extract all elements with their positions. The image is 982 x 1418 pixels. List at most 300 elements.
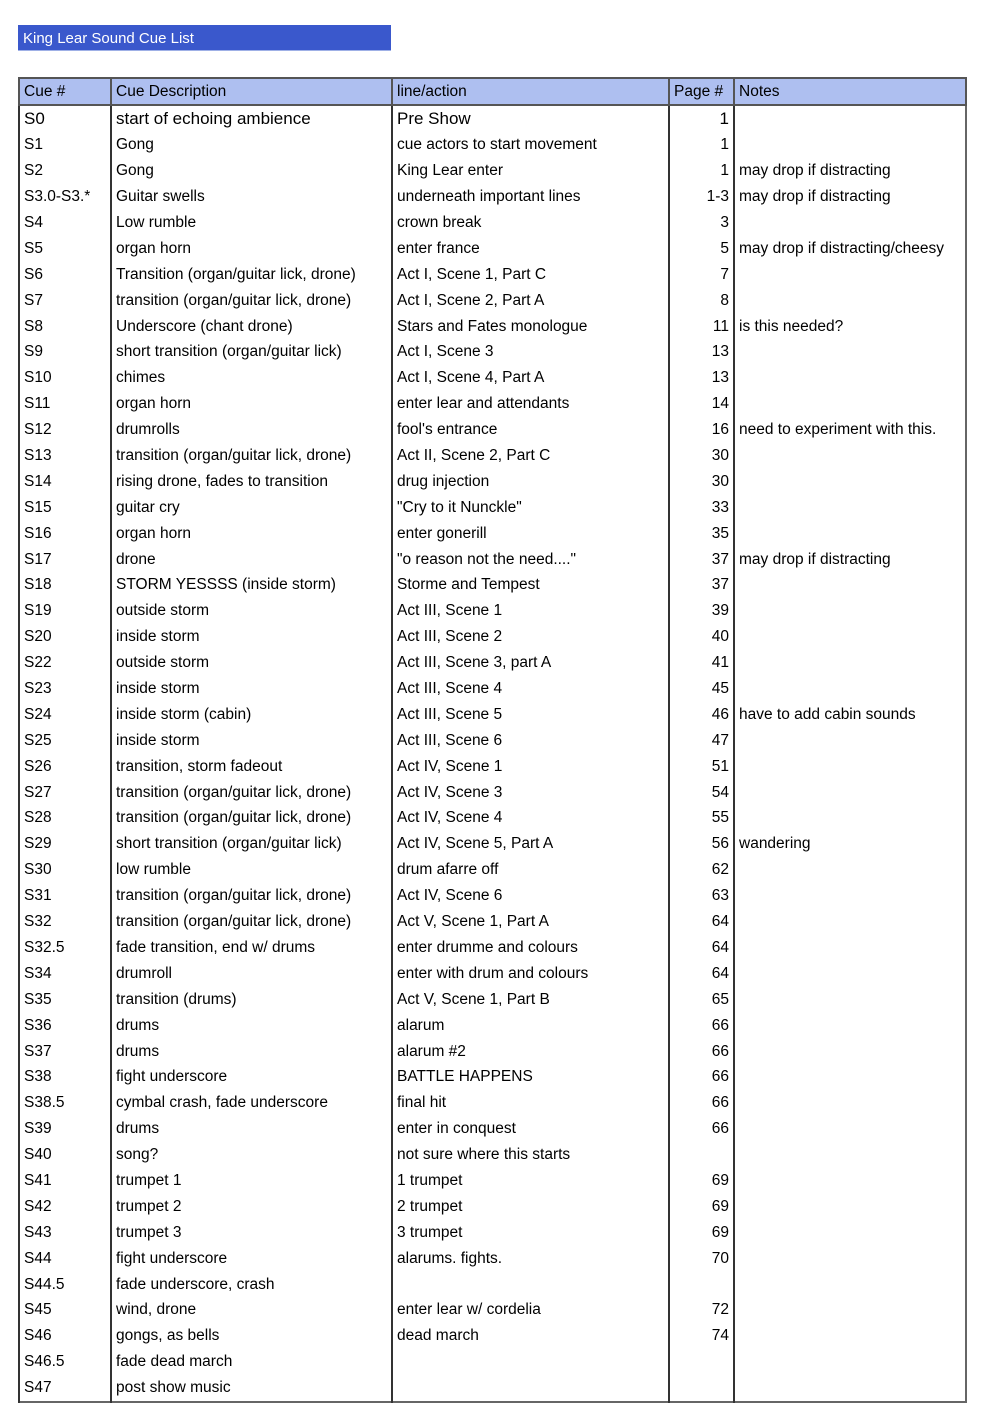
cell-cue[interactable]: S29 xyxy=(19,831,111,857)
cell-cue[interactable]: S14 xyxy=(19,468,111,494)
table-row xyxy=(19,210,966,236)
cell-cue[interactable]: S38.5 xyxy=(19,1090,111,1116)
cell-description[interactable]: transition (drums) xyxy=(111,986,392,1012)
cell-description[interactable]: inside storm xyxy=(111,727,392,753)
cell-cue[interactable]: S47 xyxy=(19,1375,111,1402)
header-page[interactable]: Page # xyxy=(669,78,734,105)
cell-line-action[interactable]: enter lear and attendants xyxy=(392,391,669,417)
cue-table xyxy=(18,77,967,1403)
cell-notes[interactable] xyxy=(734,1297,966,1323)
cell-line-action[interactable]: Act IV, Scene 4 xyxy=(392,805,669,831)
cell-line-action[interactable]: enter drumme and colours xyxy=(392,935,669,961)
cell-line-action[interactable]: alarum xyxy=(392,1012,669,1038)
cell-line-action[interactable]: Act III, Scene 4 xyxy=(392,676,669,702)
cell-line-action[interactable]: fool's entrance xyxy=(392,417,669,443)
cell-line-action[interactable]: Act I, Scene 2, Part A xyxy=(392,287,669,313)
cell-notes[interactable] xyxy=(734,1142,966,1168)
cell-description[interactable]: drums xyxy=(111,1038,392,1064)
cell-page[interactable]: 66 xyxy=(669,1090,734,1116)
cell-cue[interactable]: S2 xyxy=(19,158,111,184)
cell-cue[interactable]: S1 xyxy=(19,132,111,158)
cell-page[interactable]: 66 xyxy=(669,1116,734,1142)
cell-cue[interactable]: S44.5 xyxy=(19,1271,111,1297)
cell-page[interactable]: 55 xyxy=(669,805,734,831)
cell-notes[interactable]: may drop if distracting xyxy=(734,184,966,210)
cell-line-action[interactable]: Act IV, Scene 6 xyxy=(392,883,669,909)
cell-page[interactable] xyxy=(669,1375,734,1402)
cell-cue[interactable]: S46 xyxy=(19,1323,111,1349)
table-row xyxy=(19,727,966,753)
cell-line-action[interactable] xyxy=(392,1349,669,1375)
cell-description[interactable]: short transition (organ/guitar lick) xyxy=(111,831,392,857)
cell-description[interactable]: wind, drone xyxy=(111,1297,392,1323)
cell-notes[interactable] xyxy=(734,883,966,909)
cell-description[interactable]: rising drone, fades to transition xyxy=(111,468,392,494)
table-row xyxy=(19,1245,966,1271)
cell-cue[interactable]: S20 xyxy=(19,624,111,650)
table-row xyxy=(19,468,966,494)
cell-description[interactable]: drumrolls xyxy=(111,417,392,443)
cell-notes[interactable] xyxy=(734,753,966,779)
cell-line-action[interactable]: enter in conquest xyxy=(392,1116,669,1142)
cell-page[interactable]: 47 xyxy=(669,727,734,753)
cell-page[interactable]: 13 xyxy=(669,339,734,365)
cell-cue[interactable]: S32 xyxy=(19,909,111,935)
cell-line-action[interactable]: BATTLE HAPPENS xyxy=(392,1064,669,1090)
cell-cue[interactable]: S15 xyxy=(19,494,111,520)
cell-line-action[interactable]: Act V, Scene 1, Part A xyxy=(392,909,669,935)
cell-description[interactable]: Underscore (chant drone) xyxy=(111,313,392,339)
cell-page[interactable]: 39 xyxy=(669,598,734,624)
cell-notes[interactable]: need to experiment with this. xyxy=(734,417,966,443)
cell-line-action[interactable]: 1 trumpet xyxy=(392,1168,669,1194)
table-row xyxy=(19,105,966,132)
cell-cue[interactable]: S28 xyxy=(19,805,111,831)
cell-cue[interactable]: S8 xyxy=(19,313,111,339)
cell-line-action[interactable]: Storme and Tempest xyxy=(392,572,669,598)
cell-line-action[interactable]: Act V, Scene 1, Part B xyxy=(392,986,669,1012)
cell-page[interactable]: 64 xyxy=(669,909,734,935)
cell-description[interactable]: inside storm xyxy=(111,676,392,702)
cell-notes[interactable]: may drop if distracting xyxy=(734,158,966,184)
cell-cue[interactable]: S41 xyxy=(19,1168,111,1194)
cell-line-action[interactable]: Act III, Scene 5 xyxy=(392,701,669,727)
cell-notes[interactable] xyxy=(734,1012,966,1038)
cell-description[interactable]: trumpet 3 xyxy=(111,1219,392,1245)
cell-description[interactable]: fight underscore xyxy=(111,1245,392,1271)
cell-description[interactable]: inside storm (cabin) xyxy=(111,701,392,727)
cell-line-action[interactable]: enter lear w/ cordelia xyxy=(392,1297,669,1323)
cell-description[interactable]: drumroll xyxy=(111,960,392,986)
cell-description[interactable]: fade underscore, crash xyxy=(111,1271,392,1297)
cell-page[interactable]: 1 xyxy=(669,132,734,158)
cell-cue[interactable]: S34 xyxy=(19,960,111,986)
cell-page[interactable]: 5 xyxy=(669,235,734,261)
cell-line-action[interactable]: Act III, Scene 6 xyxy=(392,727,669,753)
cell-description[interactable]: cymbal crash, fade underscore xyxy=(111,1090,392,1116)
cell-notes[interactable] xyxy=(734,210,966,236)
cell-page[interactable]: 69 xyxy=(669,1168,734,1194)
cell-line-action[interactable]: final hit xyxy=(392,1090,669,1116)
cell-notes[interactable] xyxy=(734,1038,966,1064)
cell-cue[interactable]: S42 xyxy=(19,1193,111,1219)
cell-line-action[interactable]: enter gonerill xyxy=(392,520,669,546)
cell-line-action[interactable] xyxy=(392,1375,669,1402)
cell-description[interactable]: transition (organ/guitar lick, drone) xyxy=(111,287,392,313)
table-row xyxy=(19,1064,966,1090)
cell-description[interactable]: low rumble xyxy=(111,857,392,883)
cell-notes[interactable]: may drop if distracting xyxy=(734,546,966,572)
cell-description[interactable]: outside storm xyxy=(111,598,392,624)
cell-description[interactable]: drums xyxy=(111,1012,392,1038)
cell-description[interactable]: guitar cry xyxy=(111,494,392,520)
cell-description[interactable]: drone xyxy=(111,546,392,572)
cell-cue[interactable]: S19 xyxy=(19,598,111,624)
cell-line-action[interactable]: Stars and Fates monologue xyxy=(392,313,669,339)
header-description[interactable]: Cue Description xyxy=(111,78,392,105)
cell-description[interactable]: trumpet 1 xyxy=(111,1168,392,1194)
cell-page[interactable]: 13 xyxy=(669,365,734,391)
cell-page[interactable]: 69 xyxy=(669,1193,734,1219)
cell-notes[interactable] xyxy=(734,1168,966,1194)
cell-description[interactable]: fade dead march xyxy=(111,1349,392,1375)
cell-notes[interactable] xyxy=(734,1323,966,1349)
cell-notes[interactable] xyxy=(734,909,966,935)
cell-notes[interactable] xyxy=(734,365,966,391)
cell-page[interactable]: 63 xyxy=(669,883,734,909)
cell-notes[interactable] xyxy=(734,572,966,598)
cell-page[interactable]: 45 xyxy=(669,676,734,702)
cell-page[interactable]: 1 xyxy=(669,105,734,132)
cell-line-action[interactable]: Act II, Scene 2, Part C xyxy=(392,443,669,469)
cell-description[interactable]: transition, storm fadeout xyxy=(111,753,392,779)
cell-notes[interactable] xyxy=(734,1116,966,1142)
cell-description[interactable]: start of echoing ambience xyxy=(111,105,392,132)
cell-page[interactable]: 3 xyxy=(669,210,734,236)
cell-cue[interactable]: S40 xyxy=(19,1142,111,1168)
cell-line-action[interactable]: Act I, Scene 1, Part C xyxy=(392,261,669,287)
cell-cue[interactable]: S27 xyxy=(19,779,111,805)
header-notes[interactable]: Notes xyxy=(734,78,966,105)
cell-line-action[interactable]: "o reason not the need...." xyxy=(392,546,669,572)
cell-notes[interactable] xyxy=(734,339,966,365)
cell-description[interactable]: Low rumble xyxy=(111,210,392,236)
cell-line-action[interactable]: not sure where this starts xyxy=(392,1142,669,1168)
cell-description[interactable]: trumpet 2 xyxy=(111,1193,392,1219)
cell-cue[interactable]: S9 xyxy=(19,339,111,365)
cell-description[interactable]: fight underscore xyxy=(111,1064,392,1090)
table-row xyxy=(19,184,966,210)
cell-page[interactable]: 64 xyxy=(669,960,734,986)
cell-page[interactable]: 30 xyxy=(669,468,734,494)
cell-page[interactable] xyxy=(669,1349,734,1375)
table-row xyxy=(19,701,966,727)
cell-description[interactable]: gongs, as bells xyxy=(111,1323,392,1349)
cell-page[interactable]: 46 xyxy=(669,701,734,727)
table-row xyxy=(19,1038,966,1064)
table-row xyxy=(19,443,966,469)
table-row xyxy=(19,935,966,961)
table-row xyxy=(19,1193,966,1219)
cell-line-action[interactable]: Act III, Scene 1 xyxy=(392,598,669,624)
cell-description[interactable]: outside storm xyxy=(111,650,392,676)
cell-page[interactable]: 37 xyxy=(669,572,734,598)
cell-line-action[interactable]: crown break xyxy=(392,210,669,236)
cell-page[interactable]: 1 xyxy=(669,158,734,184)
cell-description[interactable]: Gong xyxy=(111,132,392,158)
cell-notes[interactable] xyxy=(734,676,966,702)
cell-notes[interactable] xyxy=(734,598,966,624)
cell-page[interactable]: 54 xyxy=(669,779,734,805)
cell-line-action[interactable]: alarums. fights. xyxy=(392,1245,669,1271)
table-row xyxy=(19,1271,966,1297)
table-row xyxy=(19,883,966,909)
cell-page[interactable]: 69 xyxy=(669,1219,734,1245)
cell-description[interactable]: transition (organ/guitar lick, drone) xyxy=(111,909,392,935)
cell-page[interactable]: 33 xyxy=(669,494,734,520)
cell-cue[interactable]: S39 xyxy=(19,1116,111,1142)
cell-notes[interactable]: have to add cabin sounds xyxy=(734,701,966,727)
cell-cue[interactable]: S13 xyxy=(19,443,111,469)
table-row xyxy=(19,261,966,287)
cell-cue[interactable]: S32.5 xyxy=(19,935,111,961)
cell-description[interactable]: inside storm xyxy=(111,624,392,650)
cell-cue[interactable]: S35 xyxy=(19,986,111,1012)
cell-page[interactable]: 37 xyxy=(669,546,734,572)
cell-line-action[interactable]: drum afarre off xyxy=(392,857,669,883)
cell-line-action[interactable]: Pre Show xyxy=(392,105,669,132)
cell-notes[interactable] xyxy=(734,960,966,986)
table-row xyxy=(19,572,966,598)
cell-notes[interactable] xyxy=(734,650,966,676)
cell-page[interactable]: 35 xyxy=(669,520,734,546)
cell-notes[interactable] xyxy=(734,1064,966,1090)
cell-page[interactable]: 8 xyxy=(669,287,734,313)
cell-cue[interactable]: S31 xyxy=(19,883,111,909)
table-row xyxy=(19,960,966,986)
cell-cue[interactable]: S37 xyxy=(19,1038,111,1064)
table-row xyxy=(19,520,966,546)
cell-notes[interactable] xyxy=(734,105,966,132)
cell-notes[interactable] xyxy=(734,727,966,753)
table-row xyxy=(19,494,966,520)
cell-page[interactable]: 41 xyxy=(669,650,734,676)
cell-notes[interactable] xyxy=(734,1349,966,1375)
cell-page[interactable]: 66 xyxy=(669,1038,734,1064)
table-row xyxy=(19,1116,966,1142)
cell-notes[interactable] xyxy=(734,261,966,287)
table-row xyxy=(19,650,966,676)
header-line-action[interactable]: line/action xyxy=(392,78,669,105)
cell-cue[interactable]: S46.5 xyxy=(19,1349,111,1375)
cell-line-action[interactable]: Act I, Scene 3 xyxy=(392,339,669,365)
cell-cue[interactable]: S11 xyxy=(19,391,111,417)
cell-description[interactable]: organ horn xyxy=(111,235,392,261)
cell-notes[interactable] xyxy=(734,1245,966,1271)
table-row xyxy=(19,857,966,883)
cell-page[interactable]: 7 xyxy=(669,261,734,287)
cell-notes[interactable] xyxy=(734,1219,966,1245)
cell-line-action[interactable]: Act IV, Scene 1 xyxy=(392,753,669,779)
cell-notes[interactable] xyxy=(734,443,966,469)
cell-line-action[interactable]: enter france xyxy=(392,235,669,261)
table-row xyxy=(19,1142,966,1168)
cell-line-action[interactable]: Act I, Scene 4, Part A xyxy=(392,365,669,391)
cell-page[interactable]: 51 xyxy=(669,753,734,779)
cell-cue[interactable]: S25 xyxy=(19,727,111,753)
cell-cue[interactable]: S22 xyxy=(19,650,111,676)
cell-page[interactable]: 66 xyxy=(669,1064,734,1090)
table-row xyxy=(19,909,966,935)
cell-page[interactable] xyxy=(669,1142,734,1168)
cell-notes[interactable] xyxy=(734,287,966,313)
cell-line-action[interactable]: cue actors to start movement xyxy=(392,132,669,158)
cell-line-action[interactable]: 3 trumpet xyxy=(392,1219,669,1245)
cell-page[interactable]: 1-3 xyxy=(669,184,734,210)
cell-cue[interactable]: S12 xyxy=(19,417,111,443)
cell-cue[interactable]: S23 xyxy=(19,676,111,702)
table-row xyxy=(19,598,966,624)
cell-page[interactable]: 66 xyxy=(669,1012,734,1038)
table-row xyxy=(19,753,966,779)
cell-line-action[interactable]: underneath important lines xyxy=(392,184,669,210)
table-row xyxy=(19,1090,966,1116)
cell-notes[interactable] xyxy=(734,1193,966,1219)
cell-description[interactable]: short transition (organ/guitar lick) xyxy=(111,339,392,365)
cell-notes[interactable] xyxy=(734,1375,966,1402)
header-cue[interactable]: Cue # xyxy=(19,78,111,105)
cell-notes[interactable] xyxy=(734,935,966,961)
cell-description[interactable]: transition (organ/guitar lick, drone) xyxy=(111,805,392,831)
cell-notes[interactable] xyxy=(734,494,966,520)
cell-page[interactable]: 72 xyxy=(669,1297,734,1323)
cell-cue[interactable]: S36 xyxy=(19,1012,111,1038)
cell-notes[interactable] xyxy=(734,391,966,417)
cell-description[interactable]: organ horn xyxy=(111,391,392,417)
cell-page[interactable] xyxy=(669,1271,734,1297)
cell-notes[interactable]: may drop if distracting/cheesy xyxy=(734,235,966,261)
cell-page[interactable]: 30 xyxy=(669,443,734,469)
cell-page[interactable]: 62 xyxy=(669,857,734,883)
cell-page[interactable]: 64 xyxy=(669,935,734,961)
cell-cue[interactable]: S18 xyxy=(19,572,111,598)
cell-page[interactable]: 11 xyxy=(669,313,734,339)
cell-notes[interactable] xyxy=(734,1271,966,1297)
table-row xyxy=(19,132,966,158)
cell-notes[interactable] xyxy=(734,805,966,831)
table-row xyxy=(19,365,966,391)
table-row xyxy=(19,986,966,1012)
cell-notes[interactable] xyxy=(734,986,966,1012)
cell-notes[interactable] xyxy=(734,468,966,494)
cell-description[interactable]: Guitar swells xyxy=(111,184,392,210)
cell-notes[interactable] xyxy=(734,779,966,805)
cell-line-action[interactable]: enter with drum and colours xyxy=(392,960,669,986)
cell-cue[interactable]: S10 xyxy=(19,365,111,391)
cell-page[interactable]: 56 xyxy=(669,831,734,857)
cell-description[interactable]: fade transition, end w/ drums xyxy=(111,935,392,961)
cell-cue[interactable]: S3.0-S3.* xyxy=(19,184,111,210)
table-row xyxy=(19,1297,966,1323)
table-row xyxy=(19,391,966,417)
cell-cue[interactable]: S24 xyxy=(19,701,111,727)
cell-cue[interactable]: S16 xyxy=(19,520,111,546)
table-row xyxy=(19,805,966,831)
table-row xyxy=(19,235,966,261)
cell-cue[interactable]: S0 xyxy=(19,105,111,132)
cell-cue[interactable]: S4 xyxy=(19,210,111,236)
cell-cue[interactable]: S43 xyxy=(19,1219,111,1245)
cell-description[interactable]: drums xyxy=(111,1116,392,1142)
cell-notes[interactable]: is this needed? xyxy=(734,313,966,339)
cell-notes[interactable] xyxy=(734,857,966,883)
table-row xyxy=(19,1375,966,1402)
cell-description[interactable]: transition (organ/guitar lick, drone) xyxy=(111,779,392,805)
table-row xyxy=(19,1168,966,1194)
cell-cue[interactable]: S7 xyxy=(19,287,111,313)
cell-line-action[interactable]: dead march xyxy=(392,1323,669,1349)
cell-line-action[interactable]: Act III, Scene 2 xyxy=(392,624,669,650)
cell-page[interactable]: 74 xyxy=(669,1323,734,1349)
cell-description[interactable]: transition (organ/guitar lick, drone) xyxy=(111,883,392,909)
cell-description[interactable]: Gong xyxy=(111,158,392,184)
header-row xyxy=(19,78,966,105)
cell-notes[interactable] xyxy=(734,624,966,650)
cell-description[interactable]: chimes xyxy=(111,365,392,391)
cell-line-action[interactable]: drug injection xyxy=(392,468,669,494)
cell-notes[interactable]: wandering xyxy=(734,831,966,857)
cell-line-action[interactable]: 2 trumpet xyxy=(392,1193,669,1219)
cell-line-action[interactable]: Act IV, Scene 3 xyxy=(392,779,669,805)
cell-cue[interactable]: S5 xyxy=(19,235,111,261)
cell-line-action[interactable]: Act IV, Scene 5, Part A xyxy=(392,831,669,857)
cell-notes[interactable] xyxy=(734,132,966,158)
cell-line-action[interactable]: King Lear enter xyxy=(392,158,669,184)
table-row xyxy=(19,676,966,702)
cell-cue[interactable]: S17 xyxy=(19,546,111,572)
cell-notes[interactable] xyxy=(734,520,966,546)
cell-description[interactable]: Transition (organ/guitar lick, drone) xyxy=(111,261,392,287)
cell-line-action[interactable]: alarum #2 xyxy=(392,1038,669,1064)
cell-cue[interactable]: S30 xyxy=(19,857,111,883)
cell-line-action[interactable] xyxy=(392,1271,669,1297)
cell-line-action[interactable]: Act III, Scene 3, part A xyxy=(392,650,669,676)
table-row xyxy=(19,1349,966,1375)
cell-cue[interactable]: S45 xyxy=(19,1297,111,1323)
cell-cue[interactable]: S44 xyxy=(19,1245,111,1271)
cell-cue[interactable]: S26 xyxy=(19,753,111,779)
table-row xyxy=(19,417,966,443)
cell-page[interactable]: 65 xyxy=(669,986,734,1012)
table-row xyxy=(19,624,966,650)
cell-description[interactable]: post show music xyxy=(111,1375,392,1402)
cell-page[interactable]: 16 xyxy=(669,417,734,443)
cell-line-action[interactable]: "Cry to it Nunckle" xyxy=(392,494,669,520)
table-row xyxy=(19,779,966,805)
cell-description[interactable]: transition (organ/guitar lick, drone) xyxy=(111,443,392,469)
cell-description[interactable]: STORM YESSSS (inside storm) xyxy=(111,572,392,598)
cell-page[interactable]: 14 xyxy=(669,391,734,417)
table-row xyxy=(19,313,966,339)
cell-cue[interactable]: S6 xyxy=(19,261,111,287)
cell-page[interactable]: 40 xyxy=(669,624,734,650)
cell-notes[interactable] xyxy=(734,1090,966,1116)
cell-page[interactable]: 70 xyxy=(669,1245,734,1271)
table-row xyxy=(19,1012,966,1038)
cell-description[interactable]: song? xyxy=(111,1142,392,1168)
cell-cue[interactable]: S38 xyxy=(19,1064,111,1090)
cell-description[interactable]: organ horn xyxy=(111,520,392,546)
